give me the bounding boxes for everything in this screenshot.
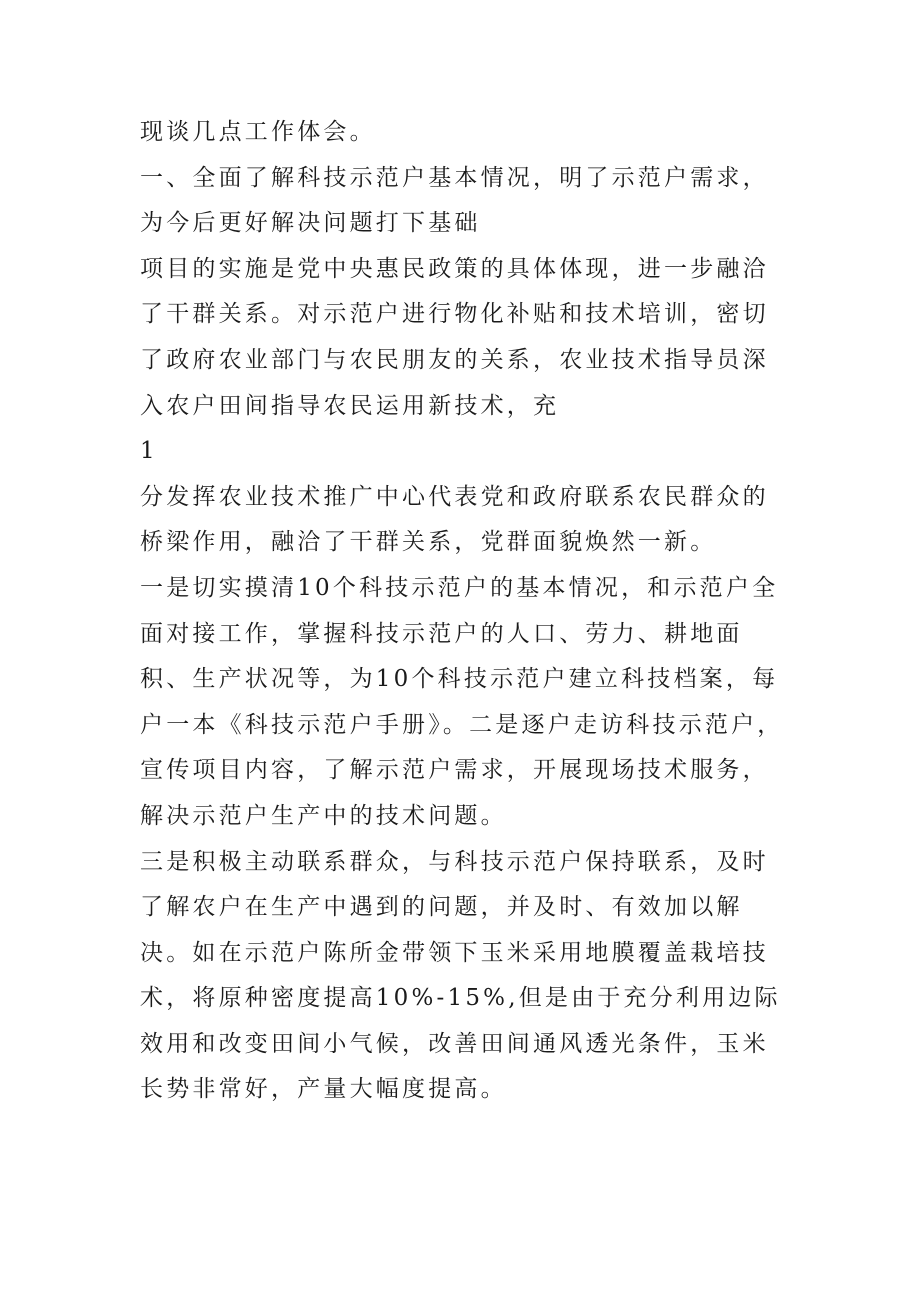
paragraph-point-3: 三是积极主动联系群众，与科技示范户保持联系，及时了解农户在生产中遇到的问题，并及时、有效加以解决。如在示范户陈所金带领下玉米采用地膜覆盖栽培技术，将原种密度提高10%-15%,但是由于充分利用边际效用和改变田间小气候，改善田间通风透光条件，玉米长势非常好，产量大幅度提高。 bbox=[140, 848, 781, 1103]
page-number: 1 bbox=[140, 438, 155, 465]
paragraph-continued: 分发挥农业技术推广中心代表党和政府联系农民群众的桥梁作用，融洽了干群关系，党群面貌焕然一新。 bbox=[140, 483, 769, 556]
paragraph-project: 项目的实施是党中央惠民政策的具体体现，进一步融洽了干群关系。对示范户进行物化补贴和技术培训，密切了政府农业部门与农民朋友的关系，农业技术指导员深入农户田间指导农民运用新技术，充 bbox=[140, 255, 769, 419]
paragraph-intro: 现谈几点工作体会。 bbox=[140, 119, 376, 145]
paragraph-point-1-2: 一是切实摸清10个科技示范户的基本情况，和示范户全面对接工作，掌握科技示范户的人口、劳力、耕地面积、生产状况等，为10个科技示范户建立科技档案，每户一本《科技示范户手册》。二是逐户走访科技示范户，宣传项目内容，了解示范户需求，开展现场技术服务，解决示范户生产中的技术问题。 bbox=[140, 574, 784, 829]
section-heading-1: 一、全面了解科技示范户基本情况，明了示范户需求，为今后更好解决问题打下基础 bbox=[140, 164, 769, 237]
document-body bbox=[140, 110, 790, 1113]
